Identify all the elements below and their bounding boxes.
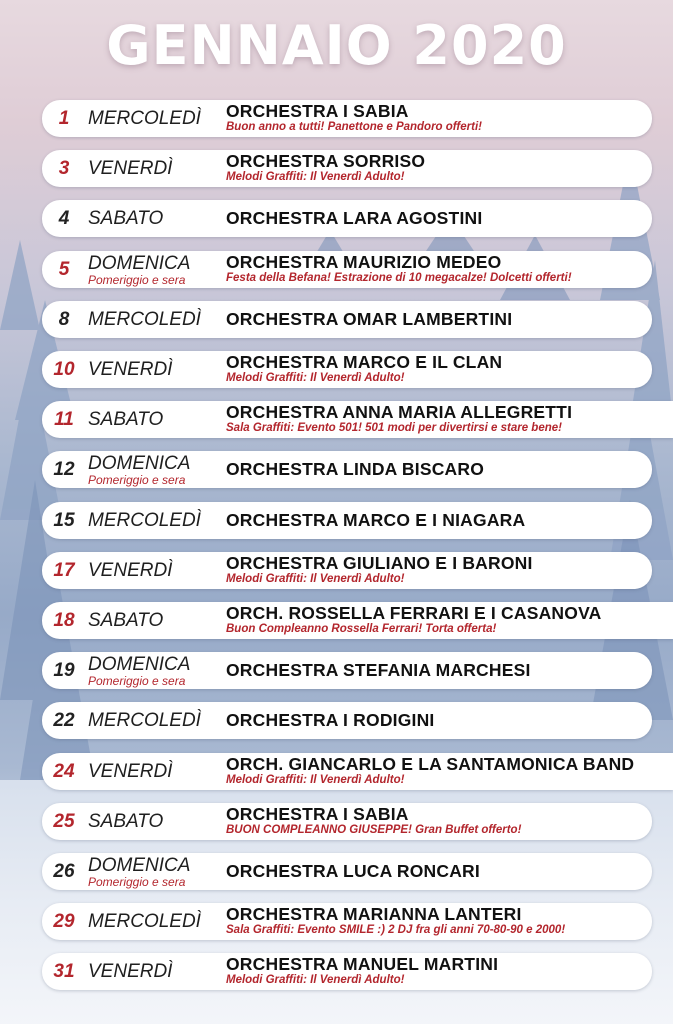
event-day: 19 — [53, 660, 75, 681]
event-day: 18 — [53, 610, 75, 631]
event-note: Melodi Graffiti: Il Venerdì Adulto! — [226, 171, 405, 183]
orchestra-name: ORCHESTRA I SABIA — [226, 101, 409, 121]
orchestra-name: ORCHESTRA MARCO E IL CLAN — [226, 352, 503, 372]
event-info — [226, 401, 572, 438]
event-row — [42, 753, 673, 790]
event-row — [42, 552, 652, 589]
event-day: 8 — [58, 309, 70, 330]
event-info — [226, 200, 482, 237]
event-day: 3 — [58, 158, 70, 179]
event-weekday — [88, 253, 190, 290]
event-day: 31 — [53, 961, 75, 982]
event-row — [42, 602, 673, 639]
event-row — [42, 301, 652, 338]
event-day: 26 — [53, 861, 75, 882]
event-row — [42, 351, 652, 388]
weekday-subtitle: Pomeriggio e sera — [88, 473, 186, 487]
event-weekday — [88, 654, 190, 691]
event-day: 1 — [58, 108, 70, 129]
event-day: 25 — [53, 811, 75, 832]
orchestra-name: ORCHESTRA MAURIZIO MEDEO — [226, 252, 502, 272]
event-note: Melodi Graffiti: Il Venerdì Adulto! — [226, 974, 405, 986]
event-day: 12 — [53, 459, 75, 480]
orchestra-name: ORCHESTRA LUCA RONCARI — [226, 861, 480, 881]
orchestra-name: ORCHESTRA OMAR LAMBERTINI — [226, 309, 513, 329]
event-row — [42, 200, 652, 237]
orchestra-name: ORCHESTRA MARCO E I NIAGARA — [226, 510, 526, 530]
event-weekday: MERCOLEDÌ — [88, 911, 201, 932]
orchestra-name: ORCHESTRA LINDA BISCARO — [226, 459, 485, 479]
event-note: Sala Graffiti: Evento SMILE :) 2 DJ fra gli anni 70-80-90 e 2000! — [226, 924, 566, 936]
orchestra-name: ORCHESTRA SORRISO — [226, 151, 426, 171]
event-info — [226, 301, 512, 338]
event-weekday: VENERDÌ — [88, 560, 173, 581]
event-day: 11 — [54, 409, 74, 430]
orchestra-name: ORCHESTRA MANUEL MARTINI — [226, 954, 499, 974]
event-weekday: VENERDÌ — [88, 761, 173, 782]
event-info — [226, 100, 482, 137]
weekday-label: DOMENICA — [88, 253, 191, 274]
event-info — [226, 753, 634, 790]
weekday-subtitle: Pomeriggio e sera — [88, 674, 186, 688]
event-row — [42, 150, 652, 187]
event-day: 17 — [53, 560, 75, 581]
weekday-label: DOMENICA — [88, 654, 191, 675]
orchestra-name: ORCHESTRA ANNA MARIA ALLEGRETTI — [226, 402, 573, 422]
orchestra-name: ORCHESTRA GIULIANO E I BARONI — [226, 553, 533, 573]
event-info — [226, 602, 602, 639]
weekday-subtitle: Pomeriggio e sera — [88, 273, 186, 287]
event-note: Festa della Befana! Estrazione di 10 megacalze! Dolcetti offerti! — [226, 272, 572, 284]
event-info — [226, 903, 565, 940]
event-row — [42, 100, 652, 137]
event-info — [226, 351, 502, 388]
event-weekday: VENERDÌ — [88, 158, 173, 179]
event-info — [226, 150, 425, 187]
event-day: 24 — [53, 761, 75, 782]
orchestra-name: ORCHESTRA MARIANNA LANTERI — [226, 904, 522, 924]
event-note: Buon Compleanno Rossella Ferrari! Torta offerta! — [226, 623, 497, 635]
event-info — [226, 502, 525, 539]
orchestra-name: ORCH. GIANCARLO E LA SANTAMONICA BAND — [226, 754, 635, 774]
event-weekday: SABATO — [88, 811, 164, 832]
event-row — [42, 903, 652, 940]
event-info — [226, 702, 435, 739]
event-note: Sala Graffiti: Evento 501! 501 modi per divertirsi e stare bene! — [226, 422, 562, 434]
event-weekday: MERCOLEDÌ — [88, 710, 201, 731]
event-note: Melodi Graffiti: Il Venerdì Adulto! — [226, 573, 405, 585]
event-weekday — [88, 453, 190, 490]
orchestra-name: ORCHESTRA I SABIA — [226, 804, 409, 824]
orchestra-name: ORCHESTRA LARA AGOSTINI — [226, 208, 483, 228]
event-row — [42, 401, 673, 438]
event-info — [226, 251, 572, 288]
event-weekday: VENERDÌ — [88, 359, 173, 380]
page-title: GENNAIO 2020 — [106, 14, 567, 77]
event-weekday: SABATO — [88, 208, 164, 229]
event-info — [226, 451, 484, 488]
event-day: 10 — [53, 359, 75, 380]
event-row — [42, 451, 652, 488]
orchestra-name: ORCH. ROSSELLA FERRARI E I CASANOVA — [226, 603, 602, 623]
event-day: 15 — [53, 510, 75, 531]
event-weekday: SABATO — [88, 610, 164, 631]
orchestra-name: ORCHESTRA I RODIGINI — [226, 710, 435, 730]
event-info — [226, 853, 480, 890]
event-row — [42, 803, 652, 840]
weekday-subtitle: Pomeriggio e sera — [88, 875, 186, 889]
event-weekday — [88, 855, 190, 892]
event-row — [42, 502, 652, 539]
event-weekday: VENERDÌ — [88, 961, 173, 982]
event-day: 4 — [58, 208, 70, 229]
event-row — [42, 251, 652, 288]
weekday-label: DOMENICA — [88, 453, 191, 474]
event-row — [42, 853, 652, 890]
weekday-label: DOMENICA — [88, 855, 191, 876]
event-day: 5 — [58, 259, 70, 280]
event-note: BUON COMPLEANNO GIUSEPPE! Gran Buffet offerto! — [226, 824, 522, 836]
event-row — [42, 652, 652, 689]
event-info — [226, 803, 521, 840]
event-weekday: MERCOLEDÌ — [88, 510, 201, 531]
event-day: 29 — [53, 911, 75, 932]
event-weekday: MERCOLEDÌ — [88, 108, 201, 129]
event-weekday: MERCOLEDÌ — [88, 309, 201, 330]
event-weekday: SABATO — [88, 409, 164, 430]
event-note: Melodi Graffiti: Il Venerdì Adulto! — [226, 372, 405, 384]
event-info — [226, 652, 531, 689]
orchestra-name: ORCHESTRA STEFANIA MARCHESI — [226, 660, 531, 680]
event-info — [226, 552, 533, 589]
event-row — [42, 702, 652, 739]
event-note: Buon anno a tutti! Panettone e Pandoro offerti! — [226, 121, 482, 133]
event-row — [42, 953, 652, 990]
event-day: 22 — [53, 710, 75, 731]
event-note: Melodi Graffiti: Il Venerdì Adulto! — [226, 774, 405, 786]
event-info — [226, 953, 498, 990]
